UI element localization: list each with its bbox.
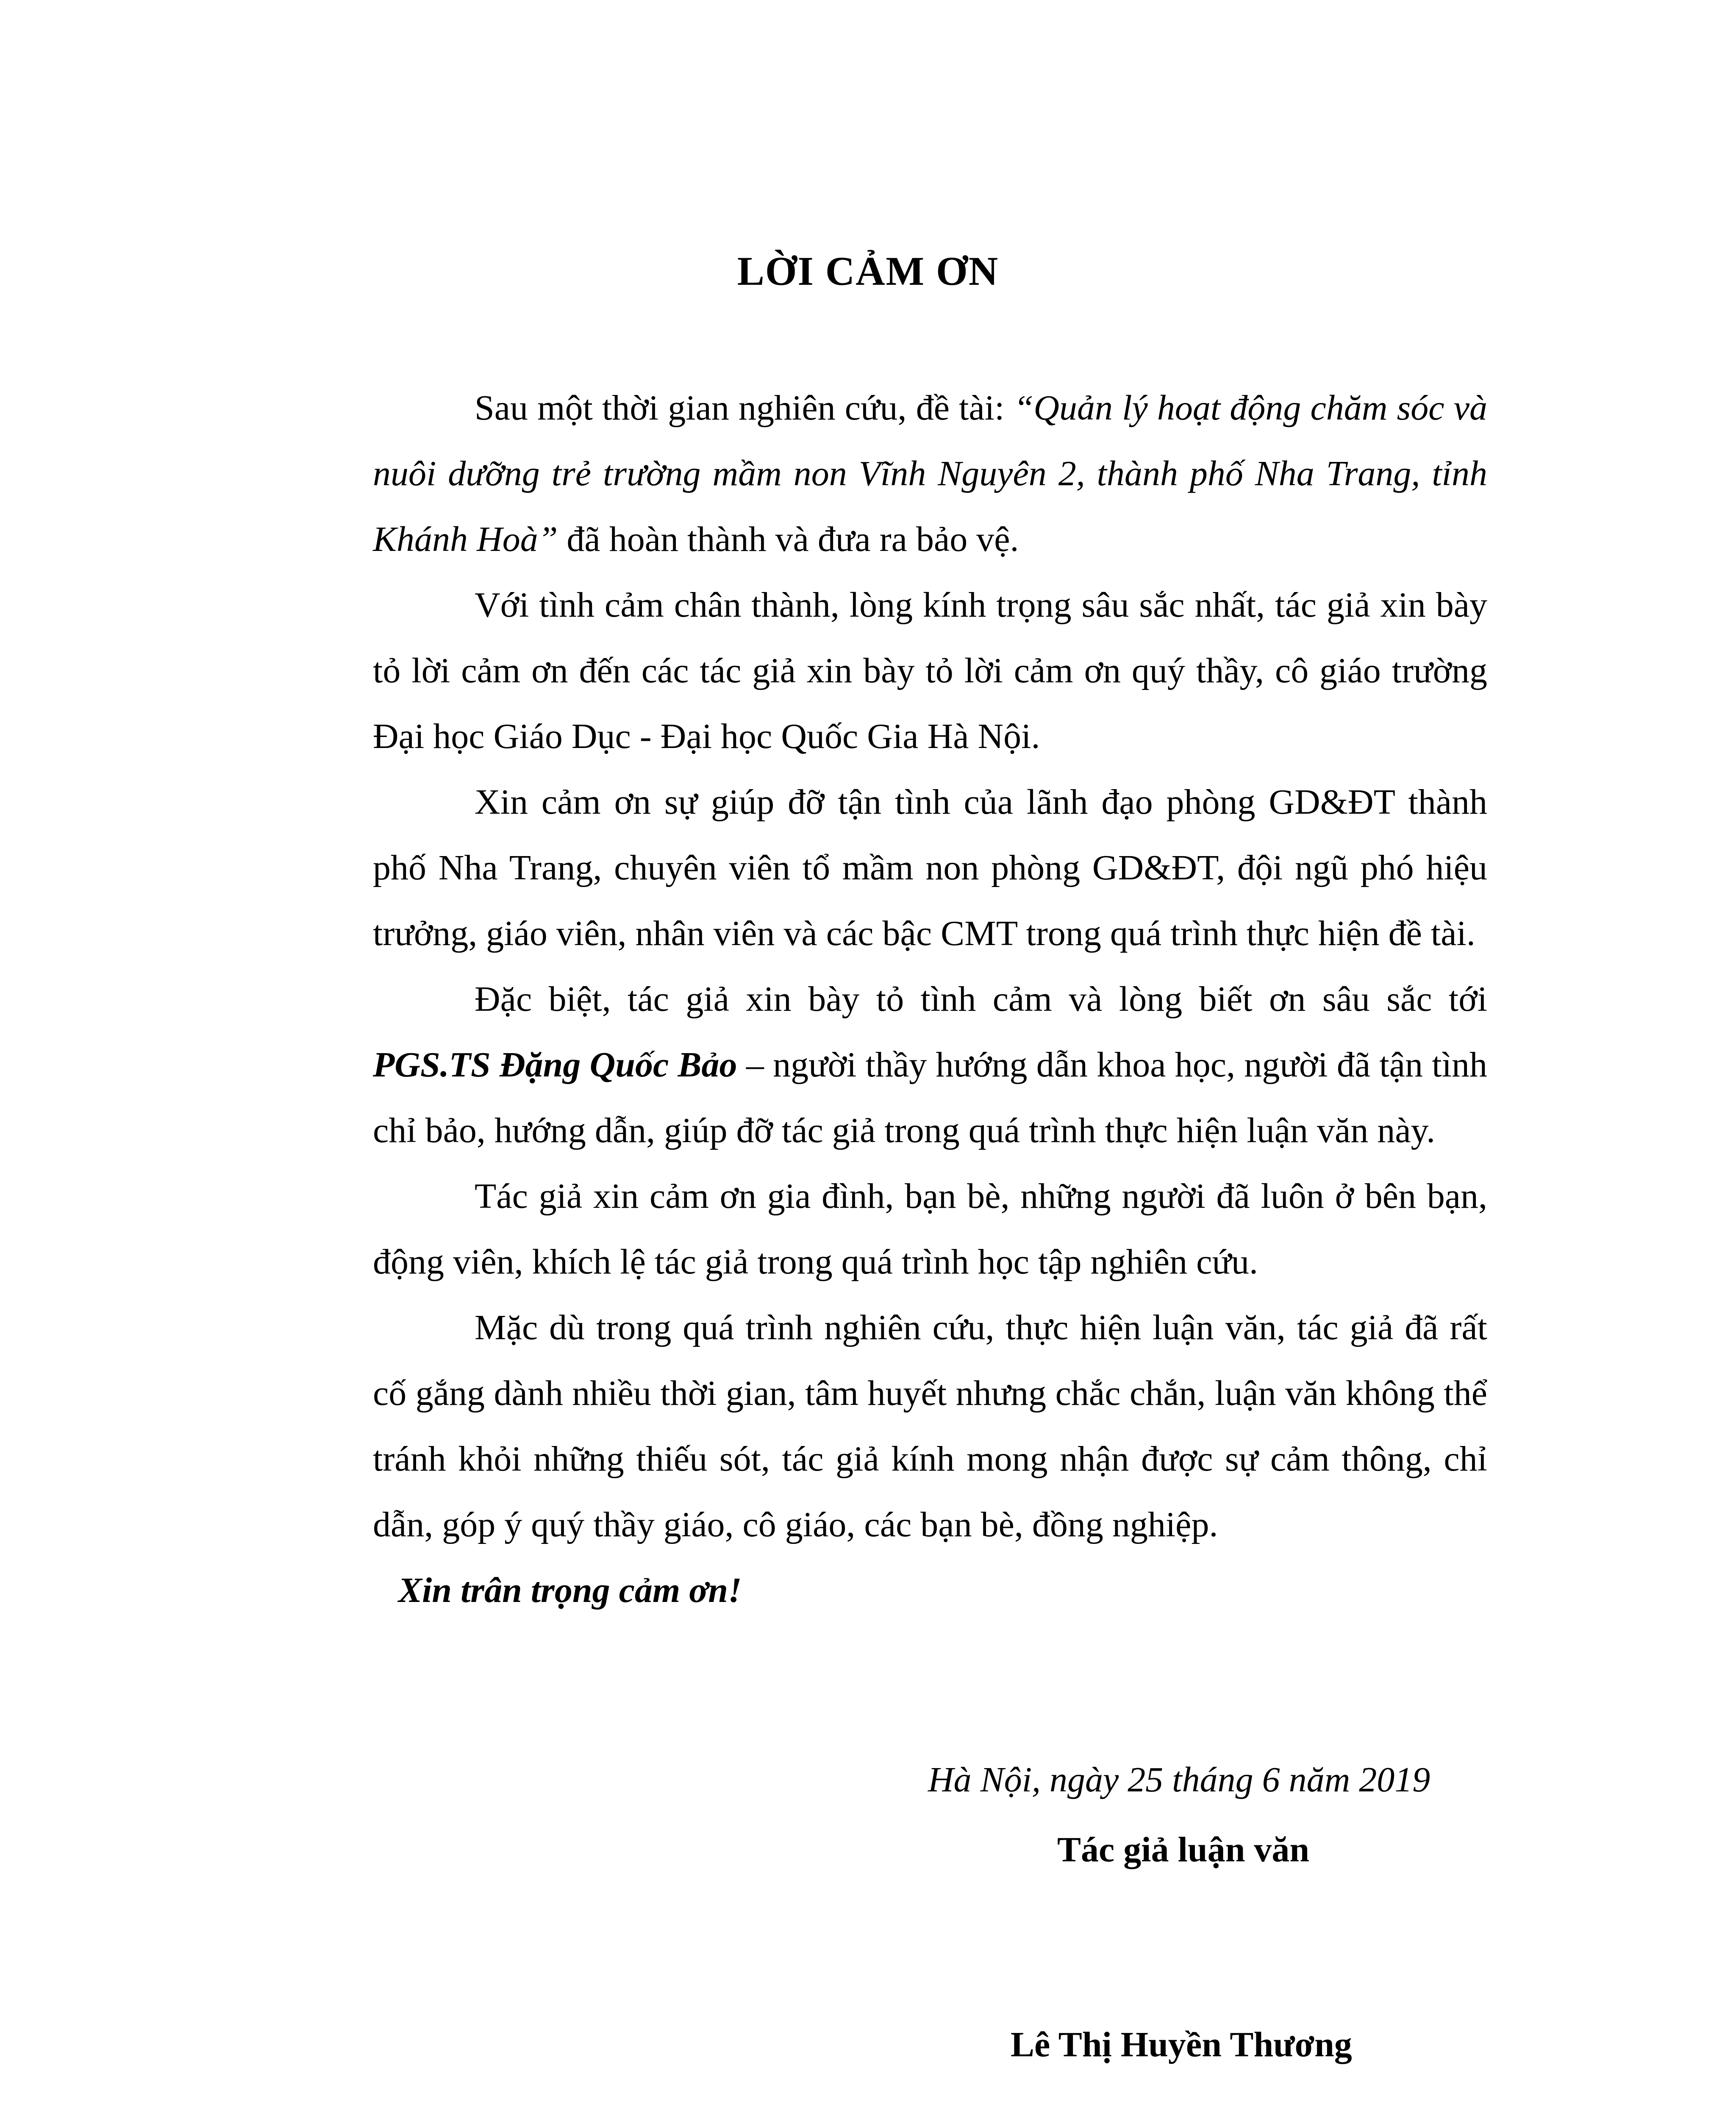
paragraph-advisor-tail: – người thầy hướng dẫn khoa học, người đã tận tình chỉ bảo, hướng dẫn, giúp đỡ tác giả trong quá trình thực hiện luận văn này. [373,1045,1487,1150]
paragraph-intro [373,375,1487,572]
paragraph-university-thanks: Với tình cảm chân thành, lòng kính trọng sâu sắc nhất, tác giả xin bày tỏ lời cảm ơn đến các tác giả xin bày tỏ lời cảm ơn quý thầy, cô giáo trường Đại học Giáo Dục - Đại học Quốc Gia Hà Nội. [373,585,1487,756]
paragraph-intro-lead: Sau một thời gian nghiên cứu, đề tài: [475,388,1014,428]
acknowledgement-body [373,375,1487,1623]
place-date: Hà Nội, ngày 25 tháng 6 năm 2019 [928,1760,1430,1799]
author-label: Tác giả luận văn [1057,1830,1310,1869]
paragraph-department-thanks: Xin cảm ơn sự giúp đỡ tận tình của lãnh đạo phòng GD&ĐT thành phố Nha Trang, chuyên viên tổ mầm non phòng GD&ĐT, đội ngũ phó hiệu trưởng, giáo viên, nhân viên và các bậc CMT trong quá trình thực hiện đề tài. [373,782,1487,953]
thesis-topic: “Quản lý hoạt động chăm sóc và nuôi dưỡng trẻ trường mầm non Vĩnh Nguyên 2, thành phố Nha Trang, tỉnh Khánh Hoà” [373,388,1487,559]
paragraph-apology: Mặc dù trong quá trình nghiên cứu, thực hiện luận văn, tác giả đã rất cố gắng dành nhiều thời gian, tâm huyết nhưng chắc chắn, luận văn không thể tránh khỏi những thiếu sót, tác giả kính mong nhận được sự cảm thông, chỉ dẫn, góp ý quý thầy giáo, cô giáo, các bạn bè, đồng nghiệp. [373,1308,1487,1544]
paragraph-family-thanks: Tác giả xin cảm ơn gia đình, bạn bè, những người đã luôn ở bên bạn, động viên, khích lệ tác giả trong quá trình học tập nghiên cứu. [373,1176,1487,1282]
paragraph-intro-tail: đã hoàn thành và đưa ra bảo vệ. [558,520,1019,559]
advisor-name: PGS.TS Đặng Quốc Bảo [373,1045,737,1085]
thanks-line: Xin trân trọng cảm ơn! [398,1571,742,1610]
paragraph-advisor-thanks [373,966,1487,1163]
author-signature-name: Lê Thị Huyền Thương [1011,2025,1352,2064]
page-title: LỜI CẢM ƠN [737,248,999,294]
paragraph-advisor-lead: Đặc biệt, tác giả xin bày tỏ tình cảm và lòng biết ơn sâu sắc tới [475,979,1487,1019]
